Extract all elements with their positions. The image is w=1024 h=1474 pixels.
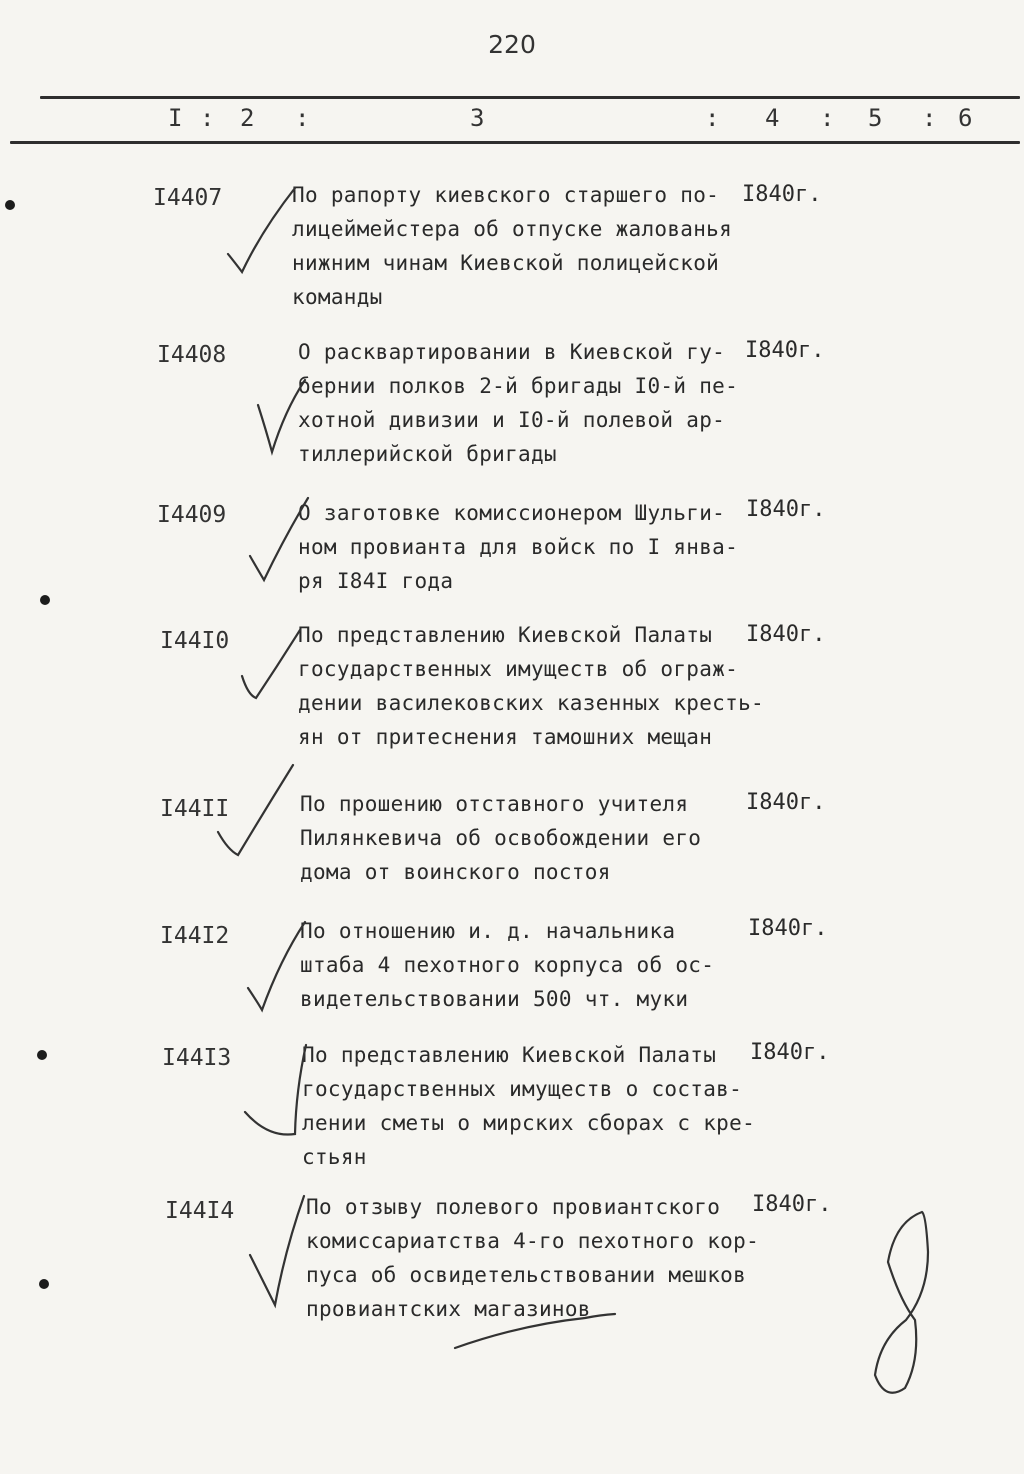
- entry-id: I44I0: [160, 628, 230, 654]
- column-header: [0, 100, 1024, 136]
- checkmark-icon: [250, 1196, 304, 1305]
- column-label-2: 2: [240, 104, 255, 132]
- column-separator: :: [922, 104, 937, 132]
- checkmark-icon: [242, 630, 300, 698]
- entry-description: [298, 335, 768, 471]
- entry-line: ян от притеснения тамошних мещан: [298, 725, 713, 749]
- binder-hole-icon: [39, 1279, 49, 1289]
- entry-year: I840г.: [748, 916, 828, 941]
- entry-description: [302, 1038, 772, 1174]
- entry-line: хотной дивизии и I0-й полевой ар-: [298, 408, 726, 432]
- binder-hole-icon: [5, 200, 15, 210]
- entry-year: I840г.: [742, 182, 822, 207]
- binder-hole-icon: [37, 1050, 47, 1060]
- entry-line: комиссариатства 4-го пехотного кор-: [306, 1229, 760, 1253]
- entry-line: дома от воинского постоя: [300, 860, 611, 884]
- column-label-4: 4: [765, 104, 780, 132]
- folio-scribble: [875, 1212, 928, 1393]
- entry-line: государственных имуществ об ограж-: [298, 657, 739, 681]
- entry-line: государственных имуществ о состав-: [302, 1077, 743, 1101]
- column-label-5: 5: [868, 104, 883, 132]
- entry-line: стьян: [302, 1145, 367, 1169]
- entry-line: штаба 4 пехотного корпуса об ос-: [300, 953, 715, 977]
- entry-id: I44I4: [165, 1198, 235, 1224]
- entry-line: О заготовке комиссионером Шульги-: [298, 501, 726, 525]
- entry-line: По представлению Киевской Палаты: [302, 1043, 717, 1067]
- entry-id: I44I3: [162, 1045, 232, 1071]
- entry-line: дении василековских казенных кресть-: [298, 691, 764, 715]
- entry-year: I840г.: [752, 1192, 832, 1217]
- entry-line: провиантских магазинов: [306, 1297, 591, 1321]
- column-separator: :: [200, 104, 215, 132]
- column-label-6: 6: [958, 104, 973, 132]
- entry-year: I840г.: [746, 622, 826, 647]
- entry-description: [298, 496, 768, 598]
- header-bottom-rule: [10, 141, 1020, 144]
- entry-line: По отношению и. д. начальника: [300, 919, 676, 943]
- entry-line: ря I84I года: [298, 569, 454, 593]
- entry-year: I840г.: [745, 338, 825, 363]
- entry-line: лицеймейстера об отпуске жалованья: [292, 217, 733, 241]
- entry-description: [292, 178, 762, 314]
- entry-line: пуса об освидетельствовании мешков: [306, 1263, 747, 1287]
- checkmark-icon: [228, 188, 295, 272]
- column-separator: :: [820, 104, 835, 132]
- column-label-3: 3: [470, 104, 485, 132]
- entry-id: I4408: [157, 342, 227, 368]
- entry-line: О расквартировании в Киевской гу-: [298, 340, 726, 364]
- entry-id: I4409: [157, 502, 227, 528]
- checkmark-icon: [245, 1045, 306, 1135]
- entry-line: По рапорту киевского старшего по-: [292, 183, 720, 207]
- checkmark-icon: [218, 765, 293, 855]
- entry-line: команды: [292, 285, 383, 309]
- entry-line: тиллерийской бригады: [298, 442, 557, 466]
- entry-id: I44I2: [160, 923, 230, 949]
- entry-line: ном провианта для войск по I янва-: [298, 535, 739, 559]
- entry-line: видетельствовании 500 чт. муки: [300, 987, 689, 1011]
- entry-description: [300, 787, 770, 889]
- column-label-1: I: [168, 104, 183, 132]
- binder-hole-icon: [40, 595, 50, 605]
- entry-description: [300, 914, 770, 1016]
- entry-line: лении сметы о мирских сборах с кре-: [302, 1111, 756, 1135]
- page-number: 220: [488, 30, 536, 59]
- column-separator: :: [705, 104, 720, 132]
- entry-description: [298, 618, 768, 754]
- entry-line: Пилянкевича об освобождении его: [300, 826, 702, 850]
- header-top-rule: [40, 96, 1020, 99]
- entry-line: По представлению Киевской Палаты: [298, 623, 713, 647]
- entry-description: [306, 1190, 776, 1326]
- entry-line: бернии полков 2-й бригады I0-й пе-: [298, 374, 739, 398]
- column-separator: :: [295, 104, 310, 132]
- entry-line: По прошению отставного учителя: [300, 792, 689, 816]
- entry-year: I840г.: [746, 497, 826, 522]
- entry-year: I840г.: [750, 1040, 830, 1065]
- entry-line: По отзыву полевого провиантского: [306, 1195, 721, 1219]
- entry-line: нижним чинам Киевской полицейской: [292, 251, 720, 275]
- entry-id: I44II: [160, 796, 230, 822]
- entry-id: I4407: [153, 185, 223, 211]
- entry-year: I840г.: [746, 790, 826, 815]
- checkmark-icon: [248, 922, 305, 1010]
